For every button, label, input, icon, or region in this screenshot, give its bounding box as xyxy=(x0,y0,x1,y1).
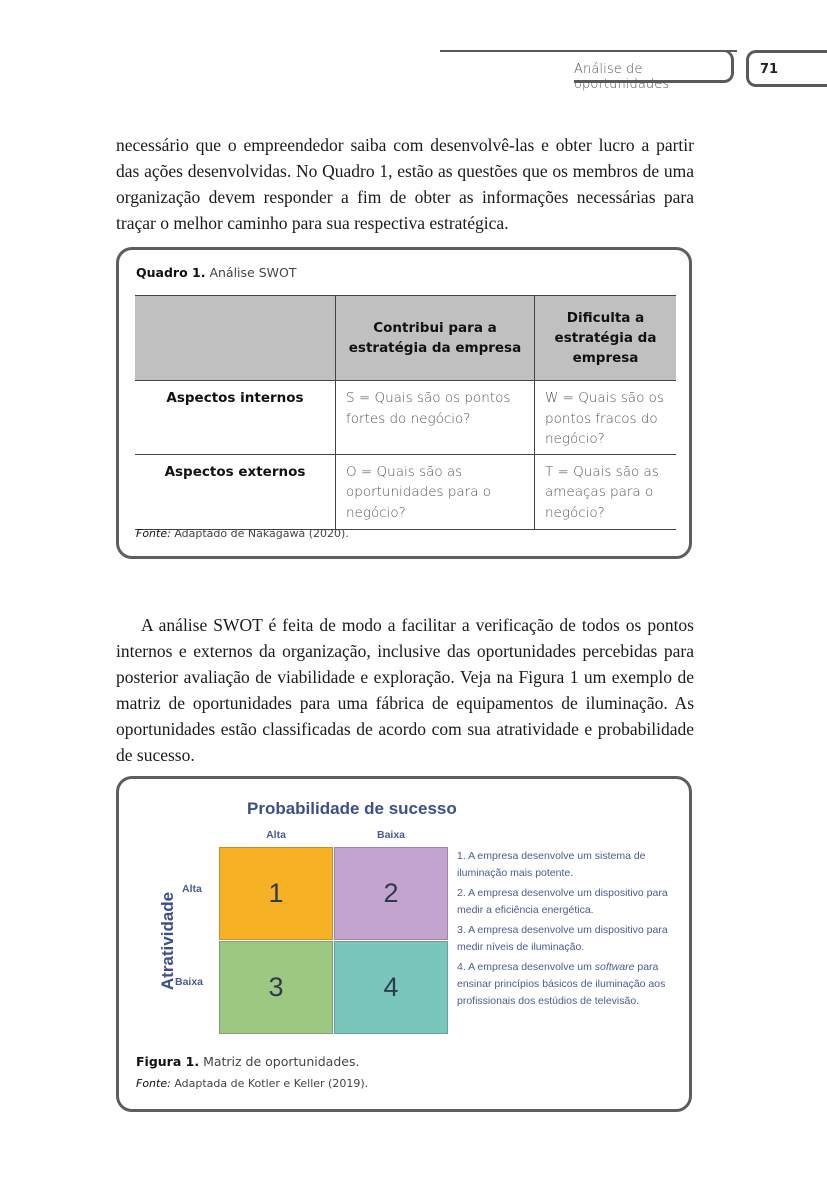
section-title: Análise de oportunidades xyxy=(574,62,670,92)
figure-title: Matriz de oportunidades. xyxy=(203,1054,360,1069)
table-cell-strengths: S = Quais são os pontos fortes do negócio? xyxy=(336,381,535,455)
source-text: Adaptada de Kotler e Keller (2019). xyxy=(174,1077,369,1090)
table-header-contributes: Contribui para a estratégia da empresa xyxy=(336,296,535,381)
quadro-source xyxy=(136,527,349,540)
figure-box xyxy=(116,776,692,1112)
matrix-y-title: Atratividade xyxy=(158,891,177,991)
quadro-title: Análise SWOT xyxy=(209,265,297,280)
column-label-high: Alta xyxy=(266,829,286,841)
source-label: Fonte: xyxy=(136,527,171,540)
row-label-low: Baixa xyxy=(175,976,204,988)
matrix-cell: 1 xyxy=(219,847,333,940)
table-row xyxy=(135,454,676,529)
table-cell-weaknesses: W = Quais são os pontos fracos do negócio? xyxy=(535,381,677,455)
figure-caption xyxy=(136,1054,359,1069)
matrix-legend xyxy=(457,848,677,1013)
opportunity-matrix xyxy=(139,791,679,1049)
figure-label: Figura 1. xyxy=(136,1054,200,1069)
row-label-high: Alta xyxy=(182,883,202,895)
table-cell-opportunities: O = Quais são as oportunidades para o negócio? xyxy=(336,454,535,529)
row-header: Aspectos internos xyxy=(135,381,336,455)
table-header-empty xyxy=(135,296,336,381)
matrix-cell: 4 xyxy=(334,941,448,1034)
source-text: Adaptado de Nakagawa (2020). xyxy=(174,527,349,540)
legend-item: 3. A empresa desenvolve um dispositivo para medir níveis de iluminação. xyxy=(457,924,668,953)
legend-item: 4. A empresa desenvolve um software para ensinar princípios básicos de iluminação aos profissionais dos estúdios de televisão. xyxy=(457,961,666,1007)
body-paragraph: necessário que o empreendedor saiba com desenvolvê-las e obter lucro a partir das ações desenvolvidas. No Quadro 1, estão as questões que os membros de uma organização devem responder a fim de obter as informações necessárias para traçar o melhor caminho para sua respectiva estratégica. xyxy=(116,135,694,233)
legend-italic-term: software xyxy=(594,961,635,973)
source-label: Fonte: xyxy=(136,1077,171,1090)
column-label-low: Baixa xyxy=(376,829,406,841)
page-number-box xyxy=(746,50,827,87)
table-header-hinders: Dificulta a estratégia da empresa xyxy=(535,296,677,381)
matrix-x-title: Probabilidade de sucesso xyxy=(247,799,457,818)
table-row xyxy=(135,381,676,455)
quadro-label: Quadro 1. xyxy=(136,265,206,280)
table-header-row xyxy=(135,296,676,381)
legend-item: 1. A empresa desenvolve um sistema de iluminação mais potente. xyxy=(457,850,646,879)
quadro-box xyxy=(116,247,692,559)
body-paragraph: A análise SWOT é feita de modo a facilitar a verificação de todos os pontos internos e externos da organização, inclusive das oportunidades percebidas para posterior avaliação de viabilidade e exploração. Veja na Figura 1 um exemplo de matriz de oportunidades para uma fábrica de equipamentos de iluminação. As oportunidades estão classificadas de acordo com sua atratividade e probabilidade de sucesso. xyxy=(116,615,694,765)
figure-source xyxy=(136,1077,368,1090)
matrix-cell: 3 xyxy=(219,941,333,1034)
legend-item: 2. A empresa desenvolve um dispositivo para medir a eficiência energética. xyxy=(457,887,668,916)
matrix-cell: 2 xyxy=(334,847,448,940)
table-cell-threats: T = Quais são as ameaças para o negócio? xyxy=(535,454,677,529)
page-number: 71 xyxy=(760,62,779,77)
row-header: Aspectos externos xyxy=(135,454,336,529)
swot-table xyxy=(135,295,676,530)
quadro-caption xyxy=(136,265,296,280)
running-header xyxy=(574,50,734,92)
